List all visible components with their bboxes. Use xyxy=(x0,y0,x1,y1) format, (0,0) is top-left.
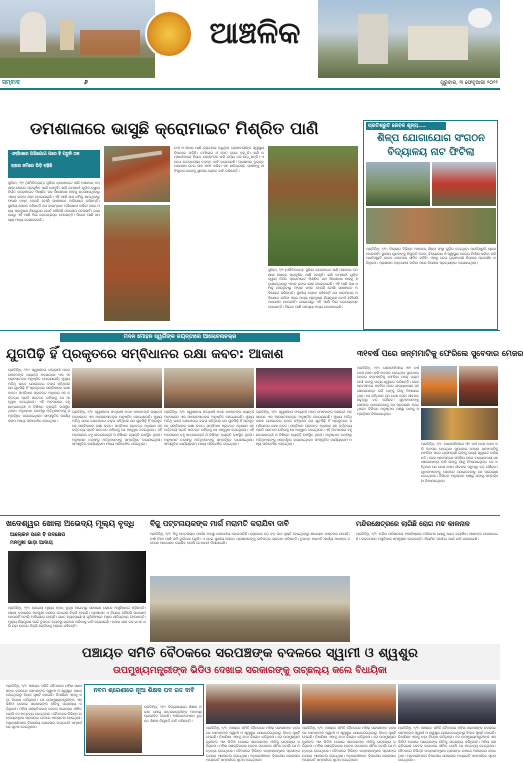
story6-coal-photo xyxy=(8,551,146,603)
story1-body-right: ନଦୀ ଓ ନାଳର ପାଣି ବ୍ୟବହାର କରୁଥିବା ଗ୍ରାମବାସୀଙ୍କ ସ୍ୱାସ୍ଥ୍ୟ ବିପଦରେ ପଡ଼ିଛି। ଚର୍ମରୋଗ ଓ ପେଟ ରୋଗ ବଢ଼ୁଛି। ଖଣି କମ୍ପାନୀମାନେ ନିୟମ ଉଲ୍ଲଂଘନ କରି ବର୍ଜ୍ୟ ଜଳ ଛାଡ଼ୁଛନ୍ତି। ଏ ନେଇ ଉଚ୍ଚସ୍ତରୀୟ ତଦନ୍ତ ଦାବି କରାଯାଇଛି। ପ୍ରଶାସନ ତୁରନ୍ତ ପଦକ୍ଷେପ ନେଇ ନାଳ ସଫା କରିବା ସହ କ୍ଷତିଗ୍ରସ୍ତ ଚାଷୀଙ୍କୁ କ୍ଷତିପୂରଣ ଦେବାକୁ ସ୍ଥାନୀୟ ଲୋକେ ଦାବି କରିଛନ୍ତି। xyxy=(174,146,264,173)
banner-photo-stage xyxy=(164,368,254,408)
story1-bullet-box xyxy=(8,150,100,178)
story7-body-col4: ପ୍ରତିନିଧି, ୨/୨: ପଞ୍ଚାୟତ ସମିତି ବୈଠକରେ ମହିଳା ସରପଞ୍ଚଙ୍କ ବଦଳରେ ସେମାନଙ୍କ ସ୍ୱାମୀ ଓ ଶ୍ୱଶୁର ଯୋଗଦେଇଥିବାରୁ ବିବାଦ ସୃଷ୍ଟି ହୋଇଛି। ବିଧାୟିକା ଏହାକୁ କଡ଼ା ବିରୋଧ କରିଥିଲେ। ସେ ଉପମୁଖ୍ୟମନ୍ତ୍ରୀଙ୍କ ଏକ ଭିଡିଓ ଦେଖାଇ ସରକାରଙ୍କ ନୀତିକୁ ତାଚ୍ଛଲ୍ୟ କରିଥିଲେ। ମହିଳା ସଶକ୍ତିକରଣ କେବଳ କାଗଜରେ ସୀମିତ ବୋଲି ସେ ମନ୍ତବ୍ୟ ଦେଇଥିଲେ। ବୈଠକରେ ବିଭିନ୍ନ ଉନ୍ନୟନମୂଳକ ପ୍ରସଙ୍ଗ ଉପରେ ଆଲୋଚନା ହୋଇଥିଲା। ଅଧିକାରୀମାନେ ବିଭାଗୀୟ ଯୋଜନାର ଅଗ୍ରଗତି ସମ୍ପର୍କରେ ସୂଚନା ଦେଇଥିଲେ। xyxy=(398,726,496,763)
page-number: ୬ xyxy=(84,79,88,86)
banner-body-col3: ପ୍ରତିନିଧି, ୨/୨: ସ୍ୱାଧୀନତା ସଂଗ୍ରାମୀ ମଦନ ମୋହନଙ୍କ ଜୟନ୍ତୀ ଅବସରରେ ଏକ ଆଲୋଚନାଚକ୍ର ଅନୁଷ୍ଠିତ ହୋଇଯାଇଛି। ମୁଖ୍ୟ ଅତିଥି ଭାବେ ଯୋଗଦେଇ ବକ୍ତା କହିଥିଲେ ଯେ ଯୁବପିଢ଼ି ହିଁ ପ୍ରକୃତରେ ସମ୍ବିଧାନର ରକ୍ଷା କବଚ। ସମ୍ବିଧାନ ପ୍ରଦତ୍ତ ଅଧିକାର ସହ କର୍ତ୍ତବ୍ୟ ପ୍ରତି ସଚେତନ ରହିବାକୁ ସେ ଆହ୍ୱାନ ଦେଇଥିଲେ। ଏହି ଅବସରରେ ବହୁ ଛାତ୍ରଛାତ୍ରୀ ଓ ବିଶିଷ୍ଟ ବ୍ୟକ୍ତି ଉପସ୍ଥିତ ଥିଲେ। ଅନୁଷ୍ଠାନ ତରଫରୁ ଅତିଥିମାନଙ୍କୁ ସମ୍ବର୍ଦ୍ଧିତ କରାଯାଇଥିଲା। ସାଂସ୍କୃତିକ କାର୍ଯ୍ୟକ୍ରମ ମଧ୍ୟ ପରିବେଷିତ ହୋଇଥିଲା। xyxy=(164,410,254,447)
story2-headline: ଶିଳ୍ପ ଯୋଗାଯୋଗ ସଂଗଠନ xyxy=(377,133,485,144)
story3-body-left: ପ୍ରତିନିଧି, ୨/୨: ସେନାବାହିନୀରେ ୩୧ ବର୍ଷ ଦେଶ ସେବା କରି ଅବସର ନେଇଥିବା ସୁବେଦାର ମେଜର ଜନ୍ମମାଟିକୁ ଫେରିବା ପରେ ଗ୍ରାମବାସୀ ତାଙ୍କୁ ଭବ୍ୟ ସ୍ୱାଗତ କରିଛନ୍ତି। ରେଳ ଷ୍ଟେସନରେ ପହଞ୍ଚିବା ପରେ ବାଦ୍ୟବାଜଣା ସହ ଶୋଭାଯାତ୍ରା କରି ତାଙ୍କୁ ଗାଁକୁ ନିଆଯାଇଥିଲା। ସେ କହିଥିଲେ ଯେ ଦେଶ ସେବା ଜୀବନର ସବୁଠାରୁ ବଡ଼ ଗୌରବ। ଯୁବକମାନଙ୍କୁ ସେନାରେ ଯୋଗଦେବାକୁ ସେ ପ୍ରେରଣା ଦେଇଥିଲେ। ବିଭିନ୍ନ ଅନୁଷ୍ଠାନ ପକ୍ଷରୁ ତାଙ୍କୁ ସମ୍ବର୍ଦ୍ଧନା ଦିଆଯାଇଥିଲା। xyxy=(357,366,419,416)
section-title: ଆଞ୍ଚଳିକ xyxy=(209,16,301,51)
banner-photo-group xyxy=(72,368,162,408)
story7-body-col2: ପ୍ରତିନିଧି, ୨/୨: ପଞ୍ଚାୟତ ସମିତି ବୈଠକରେ ମହିଳା ସରପଞ୍ଚଙ୍କ ବଦଳରେ ସେମାନଙ୍କ ସ୍ୱାମୀ ଓ ଶ୍ୱଶୁର ଯୋଗଦେଇଥିବାରୁ ବିବାଦ ସୃଷ୍ଟି ହୋଇଛି। ବିଧାୟିକା ଏହାକୁ କଡ଼ା ବିରୋଧ କରିଥିଲେ। ସେ ଉପମୁଖ୍ୟମନ୍ତ୍ରୀଙ୍କ ଏକ ଭିଡିଓ ଦେଖାଇ ସରକାରଙ୍କ ନୀତିକୁ ତାଚ୍ଛଲ୍ୟ କରିଥିଲେ। ମହିଳା ସଶକ୍ତିକରଣ କେବଳ କାଗଜରେ ସୀମିତ ବୋଲି ସେ ମନ୍ତବ୍ୟ ଦେଇଥିଲେ। ବୈଠକରେ ବିଭିନ୍ନ ଉନ୍ନୟନମୂଳକ ପ୍ରସଙ୍ଗ ଉପରେ ଆଲୋଚନା ହୋଇଥିଲା। ଅଧିକାରୀମାନେ ବିଭାଗୀୟ ଯୋଜନାର ଅଗ୍ରଗତି ସମ୍ପର୍କରେ ସୂଚନା ଦେଇଥିଲେ। xyxy=(206,726,300,763)
masthead-photo-left xyxy=(0,0,155,78)
story2-body: ପ୍ରତିନିଧି, ୨/୨: ଜିଲ୍ଲାର ବିଭିନ୍ନ ଅଞ୍ଚଳରେ ଶିଳ୍ପ ସଂସ୍ଥା ଗୁଡ଼ିକ ଦେଇଥିବା ପ୍ରତିଶ୍ରୁତି ପୂରଣ ହୋଇନାହିଁ। ସ୍ଥାନୀୟ ଯୁବକଙ୍କୁ ନିଯୁକ୍ତି ଦେବା, ବିଦ୍ୟାଳୟ ଓ ସ୍ୱାସ୍ଥ୍ୟ କେନ୍ଦ୍ର ନିର୍ମାଣ କରିବା ଭଳି ପ୍ରତିଶ୍ରୁତି କାଗଜ କଲମରେ ସୀମିତ ରହିଛି। ଏହାକୁ ନେଇ ଗ୍ରାମବାସୀ ବିକ୍ଷୋଭ ପ୍ରଦର୍ଶନ କରିଥିଲେ। ପ୍ରଶାସନ ହସ୍ତକ୍ଷେପ କରିବା ପରେ ବିକ୍ଷୋଭ ପ୍ରତ୍ୟାହାର କରାଯାଇଥିଲା। xyxy=(366,247,496,265)
story1-body-left: ସୁକିନ୍ଦା, ୨/୨ (ସମିତିନଗର): ସୁକିନ୍ଦା କ୍ରୋମାଇଟ ଖଣି ଅଞ୍ଚଳରେ ଡମଶାଳା ନାଳରେ ପ୍ରଦୂଷିତ ପାଣି ବୋହୁଛି। ଖଣି କମ୍ପାନୀ ଗୁଡ଼ିକ ଦ୍ୱାରା ନିର୍ଗତ କ୍ରୋମାଇଟ ମିଶ୍ରିତ ଜଳ ସିଧାସଳଖ ନାଳକୁ ଛଡ଼ାଯାଉଥିବାରୁ ଏହାର ରଙ୍ଗ ଲାଲ ହୋଇଯାଇଛି। ଏହି ପାଣି ଚାଷ ଜମିକୁ ଯାଉଥିବାରୁ ଫସଲ ନଷ୍ଟ ହେଉଛି ବୋଲି ଚାଷୀମାନେ ଅଭିଯୋଗ କରିଛନ୍ତି। ସ୍ଥାନୀୟ ଲୋକେ କହିଛନ୍ତି ଯେ ବାରମ୍ବାର ଅଭିଯୋଗ କରିବା ପରେ ମଧ୍ୟ ପ୍ରଦୂଷଣ ନିୟନ୍ତ୍ରଣ ବୋର୍ଡ କୌଣସି ପଦକ୍ଷେପ ନେଉନାହିଁ। ଗାଈଗୋରୁ ଏହି ପାଣି ପିଇ ରୋଗଗ୍ରସ୍ତ ହେଉଛନ୍ତି। ପିଇବା ପାଣି ସମସ୍ୟା ମଧ୍ୟ ଦେଖାଦେଇଛି। xyxy=(8,181,100,222)
banner-kicker: ମଦନ ମୋହନ ସ୍ୱର୍ଗିଙ୍କ ଜୟନ୍ତୀରେ ଆଲୋଚନାଚକ୍ର xyxy=(60,333,300,342)
story1-body-right-2: ସୁକିନ୍ଦା, ୨/୨ (ସମିତିନଗର): ସୁକିନ୍ଦା କ୍ରୋମାଇଟ ଖଣି ଅଞ୍ଚଳରେ ଡମଶାଳା ନାଳରେ ପ୍ରଦୂଷିତ ପାଣି ବୋହୁଛି। ଖଣି କମ୍ପାନୀ ଗୁଡ଼ିକ ଦ୍ୱାରା ନିର୍ଗତ କ୍ରୋମାଇଟ ମିଶ୍ରିତ ଜଳ ସିଧାସଳଖ ନାଳକୁ ଛଡ଼ାଯାଉଥିବାରୁ ଏହାର ରଙ୍ଗ ଲାଲ ହୋଇଯାଇଛି। ଏହି ପାଣି ଚାଷ ଜମିକୁ ଯାଉଥିବାରୁ ଫସଲ ନଷ୍ଟ ହେଉଛି ବୋଲି ଚାଷୀମାନେ ଅଭିଯୋଗ କରିଛନ୍ତି। ସ୍ଥାନୀୟ ଲୋକେ କହିଛନ୍ତି ଯେ ବାରମ୍ବାର ଅଭିଯୋଗ କରିବା ପରେ ମଧ୍ୟ ପ୍ରଦୂଷଣ ନିୟନ୍ତ୍ରଣ ବୋର୍ଡ କୌଣସି ପଦକ୍ଷେପ ନେଉନାହିଁ। ଗାଈଗୋରୁ ଏହି ପାଣି ପିଇ ରୋଗଗ୍ରସ୍ତ ହେଉଛନ୍ତି। ପିଇବା ପାଣି ସମସ୍ୟା ମଧ୍ୟ ଦେଖାଦେଇଛି। xyxy=(268,268,358,309)
story6-bullets xyxy=(10,531,110,549)
story4-body-top: ପ୍ରତିନିଧି, ୨/୨: ବିଜୁ ପଟ୍ଟନାୟକ ମାର୍ଗର ଅବସ୍ଥା ଶୋଚନୀୟ ହୋଇପଡ଼ିଛି। ରାସ୍ତାରେ ବଡ଼ ବଡ଼ ଗାତ ସୃଷ୍ଟି ହୋଇଥିବାରୁ ଯାତାୟାତ କଷ୍ଟକର ହେଉଛି। ବର୍ଷା ଦିନେ ପାଣି ଜମି ଦୁର୍ଘଟଣା ଘଟୁଛି। ଏ ନେଇ ସ୍ଥାନୀୟ ଲୋକେ ପ୍ରଶାସନଙ୍କୁ ଦାବିପତ୍ର ପ୍ରଦାନ କରିଛନ୍ତି। ତୁରନ୍ତ ମରାମତି କାର୍ଯ୍ୟ ଆରମ୍ଭ ନହେଲେ ଆନ୍ଦୋଳନ କରାଯିବ ବୋଲି ଚେତାବନୀ ଦିଆଯାଇଛି। xyxy=(150,532,350,546)
banner-headline: ଯୁଗପିଢ଼ି ହିଁ ପ୍ରକୃତରେ ସମ୍ବିଧାନର ରକ୍ଷା କବଚ: ଆକାଶ xyxy=(6,347,284,362)
banner-body-col1: ପ୍ରତିନିଧି, ୨/୨: ସ୍ୱାଧୀନତା ସଂଗ୍ରାମୀ ମଦନ ମୋହନଙ୍କ ଜୟନ୍ତୀ ଅବସରରେ ଏକ ଆଲୋଚନାଚକ୍ର ଅନୁଷ୍ଠିତ ହୋଇଯାଇଛି। ମୁଖ୍ୟ ଅତିଥି ଭାବେ ଯୋଗଦେଇ ବକ୍ତା କହିଥିଲେ ଯେ ଯୁବପିଢ଼ି ହିଁ ପ୍ରକୃତରେ ସମ୍ବିଧାନର ରକ୍ଷା କବଚ। ସମ୍ବିଧାନ ପ୍ରଦତ୍ତ ଅଧିକାର ସହ କର୍ତ୍ତବ୍ୟ ପ୍ରତି ସଚେତନ ରହିବାକୁ ସେ ଆହ୍ୱାନ ଦେଇଥିଲେ। ଏହି ଅବସରରେ ବହୁ ଛାତ୍ରଛାତ୍ରୀ ଓ ବିଶିଷ୍ଟ ବ୍ୟକ୍ତି ଉପସ୍ଥିତ ଥିଲେ। ଅନୁଷ୍ଠାନ ତରଫରୁ ଅତିଥିମାନଙ୍କୁ ସମ୍ବର୍ଦ୍ଧିତ କରାଯାଇଥିଲା। ସାଂସ୍କୃତିକ କାର୍ଯ୍ୟକ୍ରମ ମଧ୍ୟ ପରିବେଷିତ ହୋଇଥିଲା। xyxy=(8,368,70,423)
story7-subhead: ଉପମୁଖ୍ୟମନ୍ତ୍ରୀଙ୍କ ଭିଡିଓ ଦେଖାଇ ସରକାରଙ୍କୁ ତାଚ୍ଛଲ୍ୟ କଲେ ବିଧାୟିକା xyxy=(113,665,387,676)
masthead-ornament xyxy=(145,10,193,58)
story5-body: ପ୍ରତିନିଧି, ୨/୨: ମନ୍ଦିର ପରିସରରେ ଅପରିଷ୍କାର ପରିବେଶ ଯୋଗୁ ରୋଗ ବ୍ୟାପିବା ଆଶଙ୍କା ଦେଖାଦେଇଛି। ଭକ୍ତମାନେ ଅସୁବିଧାର ସମ୍ମୁଖୀନ ହେଉଛନ୍ତି। ନିୟମିତ ସଫେଇ ପାଇଁ ଦାବି କରାଯାଇଛି। xyxy=(356,532,498,541)
story1-river-photo xyxy=(104,146,170,202)
story6-body: ପ୍ରତିନିଧି, ୨/୨: କୋଇଲା ମୂଲ୍ୟ ହଠାତ୍ ବୃଦ୍ଧି ପାଇବାରୁ ସାଧାରଣ ଲୋକେ ଅସୁବିଧାରେ ପଡ଼ିଛନ୍ତି। ଖୋଲା ବଜାରରେ ମନମୁଖୀ ଦରରେ କୋଇଲା ବିକ୍ରି ହେଉଛି। ପ୍ରଶାସନ ଏ ଦିଗରେ କୌଣସି ପଦକ୍ଷେପ ନେଉନାହିଁ ବୋଲି ଅଭିଯୋଗ ହେଉଛି। ଛୋଟ ବ୍ୟବସାୟୀ ଓ ଗୃହିଣୀମାନେ ଅଧିକ କ୍ଷତିଗ୍ରସ୍ତ ହେଉଛନ୍ତି। ମୂଲ୍ୟ ନିୟନ୍ତ୍ରଣ ପାଇଁ ତୁରନ୍ତ ବ୍ୟବସ୍ଥା ଗ୍ରହଣ କରିବାକୁ ଦାବି କରାଯାଇଛି। ବଜାର ଯାଞ୍ଚ ଦଳ ଗଠନ କରି ଚଢ଼ା ଦରରେ ବିକ୍ରି ରୋକିବାକୁ ଲୋକେ କହିଛନ୍ତି। xyxy=(8,606,146,629)
story8-body: ପ୍ରତିନିଧି, ୨/୨: ବିଦ୍ୟାଳୟରେ ଶିକ୍ଷକ ଅଭାବ ଯୋଗୁ ଛାତ୍ରଛାତ୍ରୀଙ୍କ ପାଠପଢ଼ା ପ୍ରଭାବିତ ହେଉଛି। ଅଭିଭାବକମାନେ ତୁରନ୍ତ ଶିକ୍ଷକ ନିଯୁକ୍ତି ଦାବି କରିଛନ୍ତି। xyxy=(144,705,202,723)
masthead-rule xyxy=(0,88,500,90)
story2-subhead: ବିଦ୍ୟାଳୟ ନାଟ ଫିଟିଲା xyxy=(387,147,475,158)
story1-bullet-1: ଏନ୍‌ଜିଓରେ ଅଭିଯୋଗ ପରେ ବି ପଡୁନି ଠକ xyxy=(11,152,80,157)
masthead-photo-right xyxy=(318,0,500,78)
story5-headline: ମନ୍ଦିରକ୍ଷେତ୍ରରେ ଲାଗିଛି ରୋଗ ମଚ କାଳନାଳ xyxy=(356,520,470,528)
story2-photo-3 xyxy=(366,208,496,244)
story1-map-photo xyxy=(268,146,358,266)
story7-meeting-photo-1 xyxy=(206,684,300,724)
story7-headline: ପଞ୍ଚାୟତ ସମିତି ବୈଠକରେ ସରପଞ୍ଚଙ୍କ ବଦଳରେ ସ୍ୱାମୀ ଓ ଶ୍ୱଶୁର xyxy=(81,646,419,661)
banner-body-col2: ପ୍ରତିନିଧି, ୨/୨: ସ୍ୱାଧୀନତା ସଂଗ୍ରାମୀ ମଦନ ମୋହନଙ୍କ ଜୟନ୍ତୀ ଅବସରରେ ଏକ ଆଲୋଚନାଚକ୍ର ଅନୁଷ୍ଠିତ ହୋଇଯାଇଛି। ମୁଖ୍ୟ ଅତିଥି ଭାବେ ଯୋଗଦେଇ ବକ୍ତା କହିଥିଲେ ଯେ ଯୁବପିଢ଼ି ହିଁ ପ୍ରକୃତରେ ସମ୍ବିଧାନର ରକ୍ଷା କବଚ। ସମ୍ବିଧାନ ପ୍ରଦତ୍ତ ଅଧିକାର ସହ କର୍ତ୍ତବ୍ୟ ପ୍ରତି ସଚେତନ ରହିବାକୁ ସେ ଆହ୍ୱାନ ଦେଇଥିଲେ। ଏହି ଅବସରରେ ବହୁ ଛାତ୍ରଛାତ୍ରୀ ଓ ବିଶିଷ୍ଟ ବ୍ୟକ୍ତି ଉପସ୍ଥିତ ଥିଲେ। ଅନୁଷ୍ଠାନ ତରଫରୁ ଅତିଥିମାନଙ୍କୁ ସମ୍ବର୍ଦ୍ଧିତ କରାଯାଇଥିଲା। ସାଂସ୍କୃତିକ କାର୍ଯ୍ୟକ୍ରମ ମଧ୍ୟ ପରିବେଷିତ ହୋଇଥିଲା। xyxy=(72,410,162,447)
row3-rule xyxy=(0,515,500,516)
story1-headline: ଡମଶାଳାରେ ଭାସୁଛି କ୍ରୋମାଇଟ ମିଶ୍ରିତ ପାଣି xyxy=(30,119,319,138)
story3-photo-2 xyxy=(459,366,498,406)
story6-bullet-1: ଆଲୋକନ ପରେ ବି ପଦକ୍ଷେପ xyxy=(10,532,66,538)
banner-rule xyxy=(0,330,500,331)
story3-photo-3 xyxy=(421,408,498,440)
story3-body-right: ପ୍ରତିନିଧି, ୨/୨: ସେନାବାହିନୀରେ ୩୧ ବର୍ଷ ଦେଶ ସେବା କରି ଅବସର ନେଇଥିବା ସୁବେଦାର ମେଜର ଜନ୍ମମାଟିକୁ ଫେରିବା ପରେ ଗ୍ରାମବାସୀ ତାଙ୍କୁ ଭବ୍ୟ ସ୍ୱାଗତ କରିଛନ୍ତି। ରେଳ ଷ୍ଟେସନରେ ପହଞ୍ଚିବା ପରେ ବାଦ୍ୟବାଜଣା ସହ ଶୋଭାଯାତ୍ରା କରି ତାଙ୍କୁ ଗାଁକୁ ନିଆଯାଇଥିଲା। ସେ କହିଥିଲେ ଯେ ଦେଶ ସେବା ଜୀବନର ସବୁଠାରୁ ବଡ଼ ଗୌରବ। ଯୁବକମାନଙ୍କୁ ସେନାରେ ଯୋଗଦେବାକୁ ସେ ପ୍ରେରଣା ଦେଇଥିଲେ। ବିଭିନ୍ନ ଅନୁଷ୍ଠାନ ପକ୍ଷରୁ ତାଙ୍କୁ ସମ୍ବର୍ଦ୍ଧନା ଦିଆଯାଇଥିଲା। xyxy=(421,442,498,483)
date-line: ଗୁରୁବାର, ୩ ଫେବୃଆରୀ ୨୦୨୨ xyxy=(440,80,498,86)
story7-meeting-photo-2 xyxy=(302,684,396,724)
story2-kicker: ପ୍ରତିଶ୍ରୁତି କେବଳ ଶୂନ୍ୟ.... xyxy=(366,122,446,130)
story8-photo xyxy=(86,705,142,753)
story3-headline: ୩୧ବର୍ଷ ପରେ ଜନ୍ମମାଟିକୁ ଫେରିଲେ ସୁବେଦାର ମେଜର xyxy=(357,349,523,358)
story1-channel-photo xyxy=(104,205,170,321)
story1-bullet-2: ଚାଷର ଜମିରେ ଭିଡ଼ି ବଢ଼ିଛି xyxy=(11,164,53,169)
story7-body-col1: ପ୍ରତିନିଧି, ୨/୨: ପଞ୍ଚାୟତ ସମିତି ବୈଠକରେ ମହିଳା ସରପଞ୍ଚଙ୍କ ବଦଳରେ ସେମାନଙ୍କ ସ୍ୱାମୀ ଓ ଶ୍ୱଶୁର ଯୋଗଦେଇଥିବାରୁ ବିବାଦ ସୃଷ୍ଟି ହୋଇଛି। ବିଧାୟିକା ଏହାକୁ କଡ଼ା ବିରୋଧ କରିଥିଲେ। ସେ ଉପମୁଖ୍ୟମନ୍ତ୍ରୀଙ୍କ ଏକ ଭିଡିଓ ଦେଖାଇ ସରକାରଙ୍କ ନୀତିକୁ ତାଚ୍ଛଲ୍ୟ କରିଥିଲେ। ମହିଳା ସଶକ୍ତିକରଣ କେବଳ କାଗଜରେ ସୀମିତ ବୋଲି ସେ ମନ୍ତବ୍ୟ ଦେଇଥିଲେ। ବୈଠକରେ ବିଭିନ୍ନ ଉନ୍ନୟନମୂଳକ ପ୍ରସଙ୍ଗ ଉପରେ ଆଲୋଚନା ହୋଇଥିଲା। ଅଧିକାରୀମାନେ ବିଭାଗୀୟ ଯୋଜନାର ଅଗ୍ରଗତି ସମ୍ପର୍କରେ ସୂଚନା ଦେଇଥିଲେ। xyxy=(6,684,82,730)
story2-photo-1 xyxy=(366,162,430,206)
story3-photo-1 xyxy=(421,366,457,406)
banner-body-col4: ପ୍ରତିନିଧି, ୨/୨: ସ୍ୱାଧୀନତା ସଂଗ୍ରାମୀ ମଦନ ମୋହନଙ୍କ ଜୟନ୍ତୀ ଅବସରରେ ଏକ ଆଲୋଚନାଚକ୍ର ଅନୁଷ୍ଠିତ ହୋଇଯାଇଛି। ମୁଖ୍ୟ ଅତିଥି ଭାବେ ଯୋଗଦେଇ ବକ୍ତା କହିଥିଲେ ଯେ ଯୁବପିଢ଼ି ହିଁ ପ୍ରକୃତରେ ସମ୍ବିଧାନର ରକ୍ଷା କବଚ। ସମ୍ବିଧାନ ପ୍ରଦତ୍ତ ଅଧିକାର ସହ କର୍ତ୍ତବ୍ୟ ପ୍ରତି ସଚେତନ ରହିବାକୁ ସେ ଆହ୍ୱାନ ଦେଇଥିଲେ। ଏହି ଅବସରରେ ବହୁ ଛାତ୍ରଛାତ୍ରୀ ଓ ବିଶିଷ୍ଟ ବ୍ୟକ୍ତି ଉପସ୍ଥିତ ଥିଲେ। ଅନୁଷ୍ଠାନ ତରଫରୁ ଅତିଥିମାନଙ୍କୁ ସମ୍ବର୍ଦ୍ଧିତ କରାଯାଇଥିଲା। ସାଂସ୍କୃତିକ କାର୍ଯ୍ୟକ୍ରମ ମଧ୍ୟ ପରିବେଷିତ ହୋଇଥିଲା। xyxy=(256,410,352,447)
story7-body-col3: ପ୍ରତିନିଧି, ୨/୨: ପଞ୍ଚାୟତ ସମିତି ବୈଠକରେ ମହିଳା ସରପଞ୍ଚଙ୍କ ବଦଳରେ ସେମାନଙ୍କ ସ୍ୱାମୀ ଓ ଶ୍ୱଶୁର ଯୋଗଦେଇଥିବାରୁ ବିବାଦ ସୃଷ୍ଟି ହୋଇଛି। ବିଧାୟିକା ଏହାକୁ କଡ଼ା ବିରୋଧ କରିଥିଲେ। ସେ ଉପମୁଖ୍ୟମନ୍ତ୍ରୀଙ୍କ ଏକ ଭିଡିଓ ଦେଖାଇ ସରକାରଙ୍କ ନୀତିକୁ ତାଚ୍ଛଲ୍ୟ କରିଥିଲେ। ମହିଳା ସଶକ୍ତିକରଣ କେବଳ କାଗଜରେ ସୀମିତ ବୋଲି ସେ ମନ୍ତବ୍ୟ ଦେଇଥିଲେ। ବୈଠକରେ ବିଭିନ୍ନ ଉନ୍ନୟନମୂଳକ ପ୍ରସଙ୍ଗ ଉପରେ ଆଲୋଚନା ହୋଇଥିଲା। ଅଧିକାରୀମାନେ ବିଭାଗୀୟ ଯୋଜନାର ଅଗ୍ରଗତି ସମ୍ପର୍କରେ ସୂଚନା ଦେଇଥିଲେ। xyxy=(302,726,396,763)
story7-meeting-photo-3 xyxy=(398,684,496,724)
banner-photo-dance xyxy=(256,368,352,408)
story8-headline: ନବମ ଶ୍ରେଣୀରେ ନୂଆ ଶିକ୍ଷକ ପଦ ରଦ୍ଦ ଦାବି xyxy=(93,687,195,694)
story6-headline: ଖଦେଶ୍ୱର ଖୋଲା ଅଭେଦ୍ୟ ମୂଲ୍ୟ ବୃଦ୍ଧି xyxy=(6,519,135,528)
story2-photo-2 xyxy=(432,162,496,206)
story4-headline: ବିଜୁ ପଟ୍ଟନାୟକଙ୍କ ମାର୍ଗ ମରାମତି କରାଯିବା ଦାବି xyxy=(150,519,289,528)
story4-road-photo xyxy=(150,576,350,642)
paper-name: ସମ୍ବାଦ xyxy=(2,79,20,86)
story6-bullet-2: ମନମୁଖୀ ଭାଡ଼ା ଆଦାୟ xyxy=(10,540,53,546)
